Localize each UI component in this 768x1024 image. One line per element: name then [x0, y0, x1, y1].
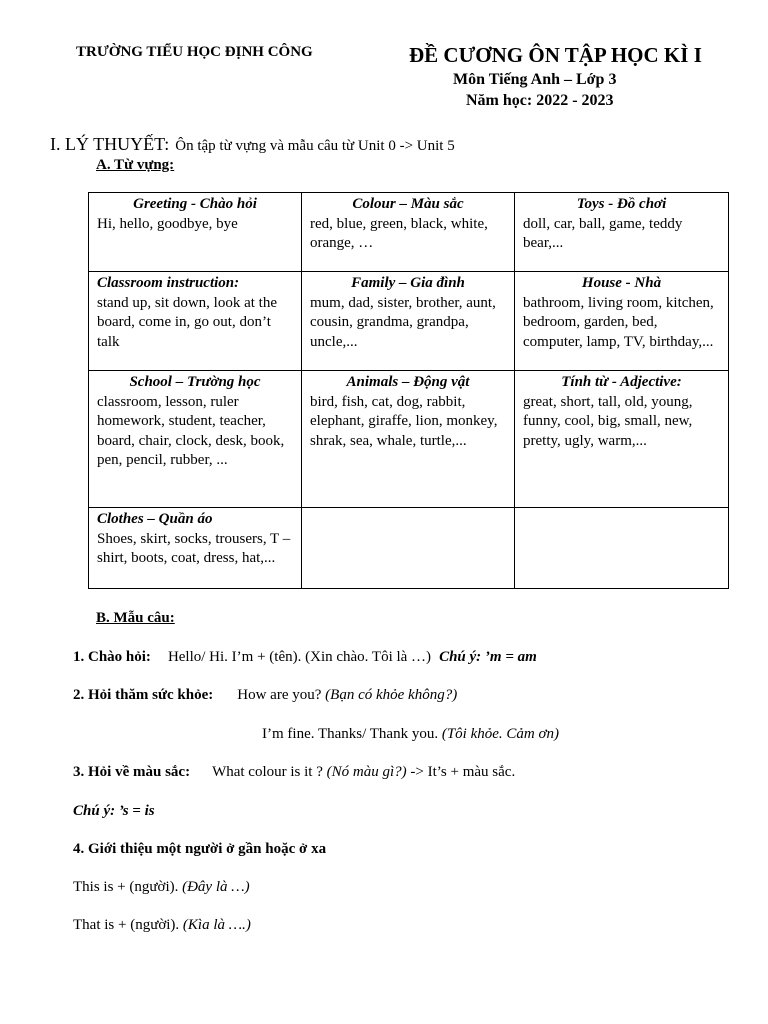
pattern-label: 1. Chào hỏi:: [73, 649, 151, 665]
pattern-note-is: Chú ý: ’s = is: [73, 803, 155, 819]
pattern-colour: [73, 764, 515, 781]
vocab-cell-heading: House - Nhà: [581, 275, 662, 291]
pattern-question: How are you?: [237, 687, 322, 703]
section-theory: [50, 134, 455, 155]
vocab-cell-heading: Classroom instruction:: [97, 275, 240, 291]
pattern-question-translation: (Nó màu gì?): [326, 764, 407, 780]
section-theory-label: I. LÝ THUYẾT:: [50, 134, 170, 154]
patterns-heading: B. Mẫu câu:: [96, 610, 175, 626]
pattern-question-translation: (Bạn có khỏe không?): [325, 687, 458, 703]
vocab-cell-heading: Animals – Động vật: [346, 374, 470, 390]
vocab-cell: [515, 272, 729, 371]
vocab-cell: [302, 193, 515, 272]
pattern-example: This is + (người).: [73, 879, 179, 895]
pattern-answer: I’m fine. Thanks/ Thank you.: [262, 726, 439, 742]
pattern-health-answer: [262, 726, 559, 743]
pattern-label: 2. Hỏi thăm sức khỏe:: [73, 687, 214, 703]
pattern-text: Hello/ Hi. I’m + (tên). (Xin chào. Tôi là …): [167, 649, 432, 665]
pattern-answer-translation: (Tôi khỏe. Cảm ơn): [441, 726, 560, 742]
vocab-cell-words: Shoes, skirt, socks, trousers, T – shirt, boots, coat, dress, hat,...: [97, 530, 291, 566]
vocab-cell-words: Hi, hello, goodbye, bye: [97, 215, 238, 232]
vocab-cell-words: stand up, sit down, look at the board, come in, go out, don’t talk: [97, 294, 277, 350]
pattern-example-translation: (Đây là …): [182, 879, 250, 895]
table-row: [89, 508, 729, 589]
vocab-cell-heading: Family – Gia đình: [351, 275, 465, 291]
vocab-cell-empty: [302, 508, 515, 589]
section-theory-desc: Ôn tập từ vựng và mẫu câu từ Unit 0 -> Unit 5: [175, 138, 455, 154]
vocab-cell-heading: Colour – Màu sắc: [352, 196, 464, 212]
vocab-table: [88, 192, 729, 589]
vocab-cell-heading: Toys - Đồ chơi: [576, 196, 667, 212]
vocab-cell-heading: Clothes – Quần áo: [97, 511, 213, 527]
vocab-heading: A. Từ vựng:: [96, 157, 175, 173]
pattern-example: That is + (người).: [73, 917, 180, 933]
subject-line: Môn Tiếng Anh – Lớp 3: [453, 71, 617, 88]
pattern-question: What colour is it ?: [212, 764, 323, 780]
vocab-cell-words: bathroom, living room, kitchen, bedroom, garden, bed, computer, lamp, TV, birthday,...: [523, 294, 714, 350]
table-row: [89, 371, 729, 508]
table-row: [89, 193, 729, 272]
pattern-health: [73, 687, 457, 704]
vocab-cell-words: bird, fish, cat, dog, rabbit, elephant, giraffe, lion, monkey, shrak, sea, whale, turtle,...: [310, 393, 498, 449]
document-title: ĐỀ CƯƠNG ÔN TẬP HỌC KÌ I: [409, 43, 702, 67]
school-year: Năm học: 2022 - 2023: [466, 92, 614, 109]
vocab-cell: [89, 193, 302, 272]
vocab-cell-heading: School – Trường học: [129, 374, 261, 390]
pattern-example-translation: (Kìa là ….): [182, 917, 251, 933]
pattern-introduce-this: [73, 879, 250, 896]
pattern-greeting: [73, 649, 537, 666]
vocab-cell-words: mum, dad, sister, brother, aunt, cousin, grandma, grandpa, uncle,...: [310, 294, 496, 350]
table-row: [89, 272, 729, 371]
pattern-introduce-label: 4. Giới thiệu một người ở gần hoặc ở xa: [73, 841, 327, 857]
pattern-label: 3. Hỏi về màu sắc:: [73, 764, 191, 780]
vocab-cell-heading: Tính từ - Adjective:: [561, 374, 682, 390]
vocab-cell: [89, 371, 302, 508]
vocab-cell-words: red, blue, green, black, white, orange, …: [310, 215, 488, 251]
school-name: TRƯỜNG TIỂU HỌC ĐỊNH CÔNG: [76, 44, 313, 60]
vocab-cell-words: doll, car, ball, game, teddy bear,...: [523, 215, 683, 251]
pattern-answer: -> It’s + màu sắc.: [410, 764, 516, 780]
vocab-cell-heading: Greeting - Chào hỏi: [133, 196, 257, 212]
vocab-cell: [89, 272, 302, 371]
vocab-cell: [89, 508, 302, 589]
vocab-cell: [515, 193, 729, 272]
pattern-introduce-that: [73, 917, 251, 934]
vocab-cell-words: great, short, tall, old, young, funny, cool, big, small, new, pretty, ugly, warm,...: [523, 393, 693, 449]
vocab-cell: [302, 371, 515, 508]
vocab-cell: [515, 371, 729, 508]
vocab-cell-words: classroom, lesson, ruler homework, student, teacher, board, chair, clock, desk, book, pen, pencil, rubber, ...: [97, 393, 285, 468]
pattern-note: Chú ý: ’m = am: [439, 649, 537, 665]
vocab-cell: [302, 272, 515, 371]
vocab-cell-empty: [515, 508, 729, 589]
